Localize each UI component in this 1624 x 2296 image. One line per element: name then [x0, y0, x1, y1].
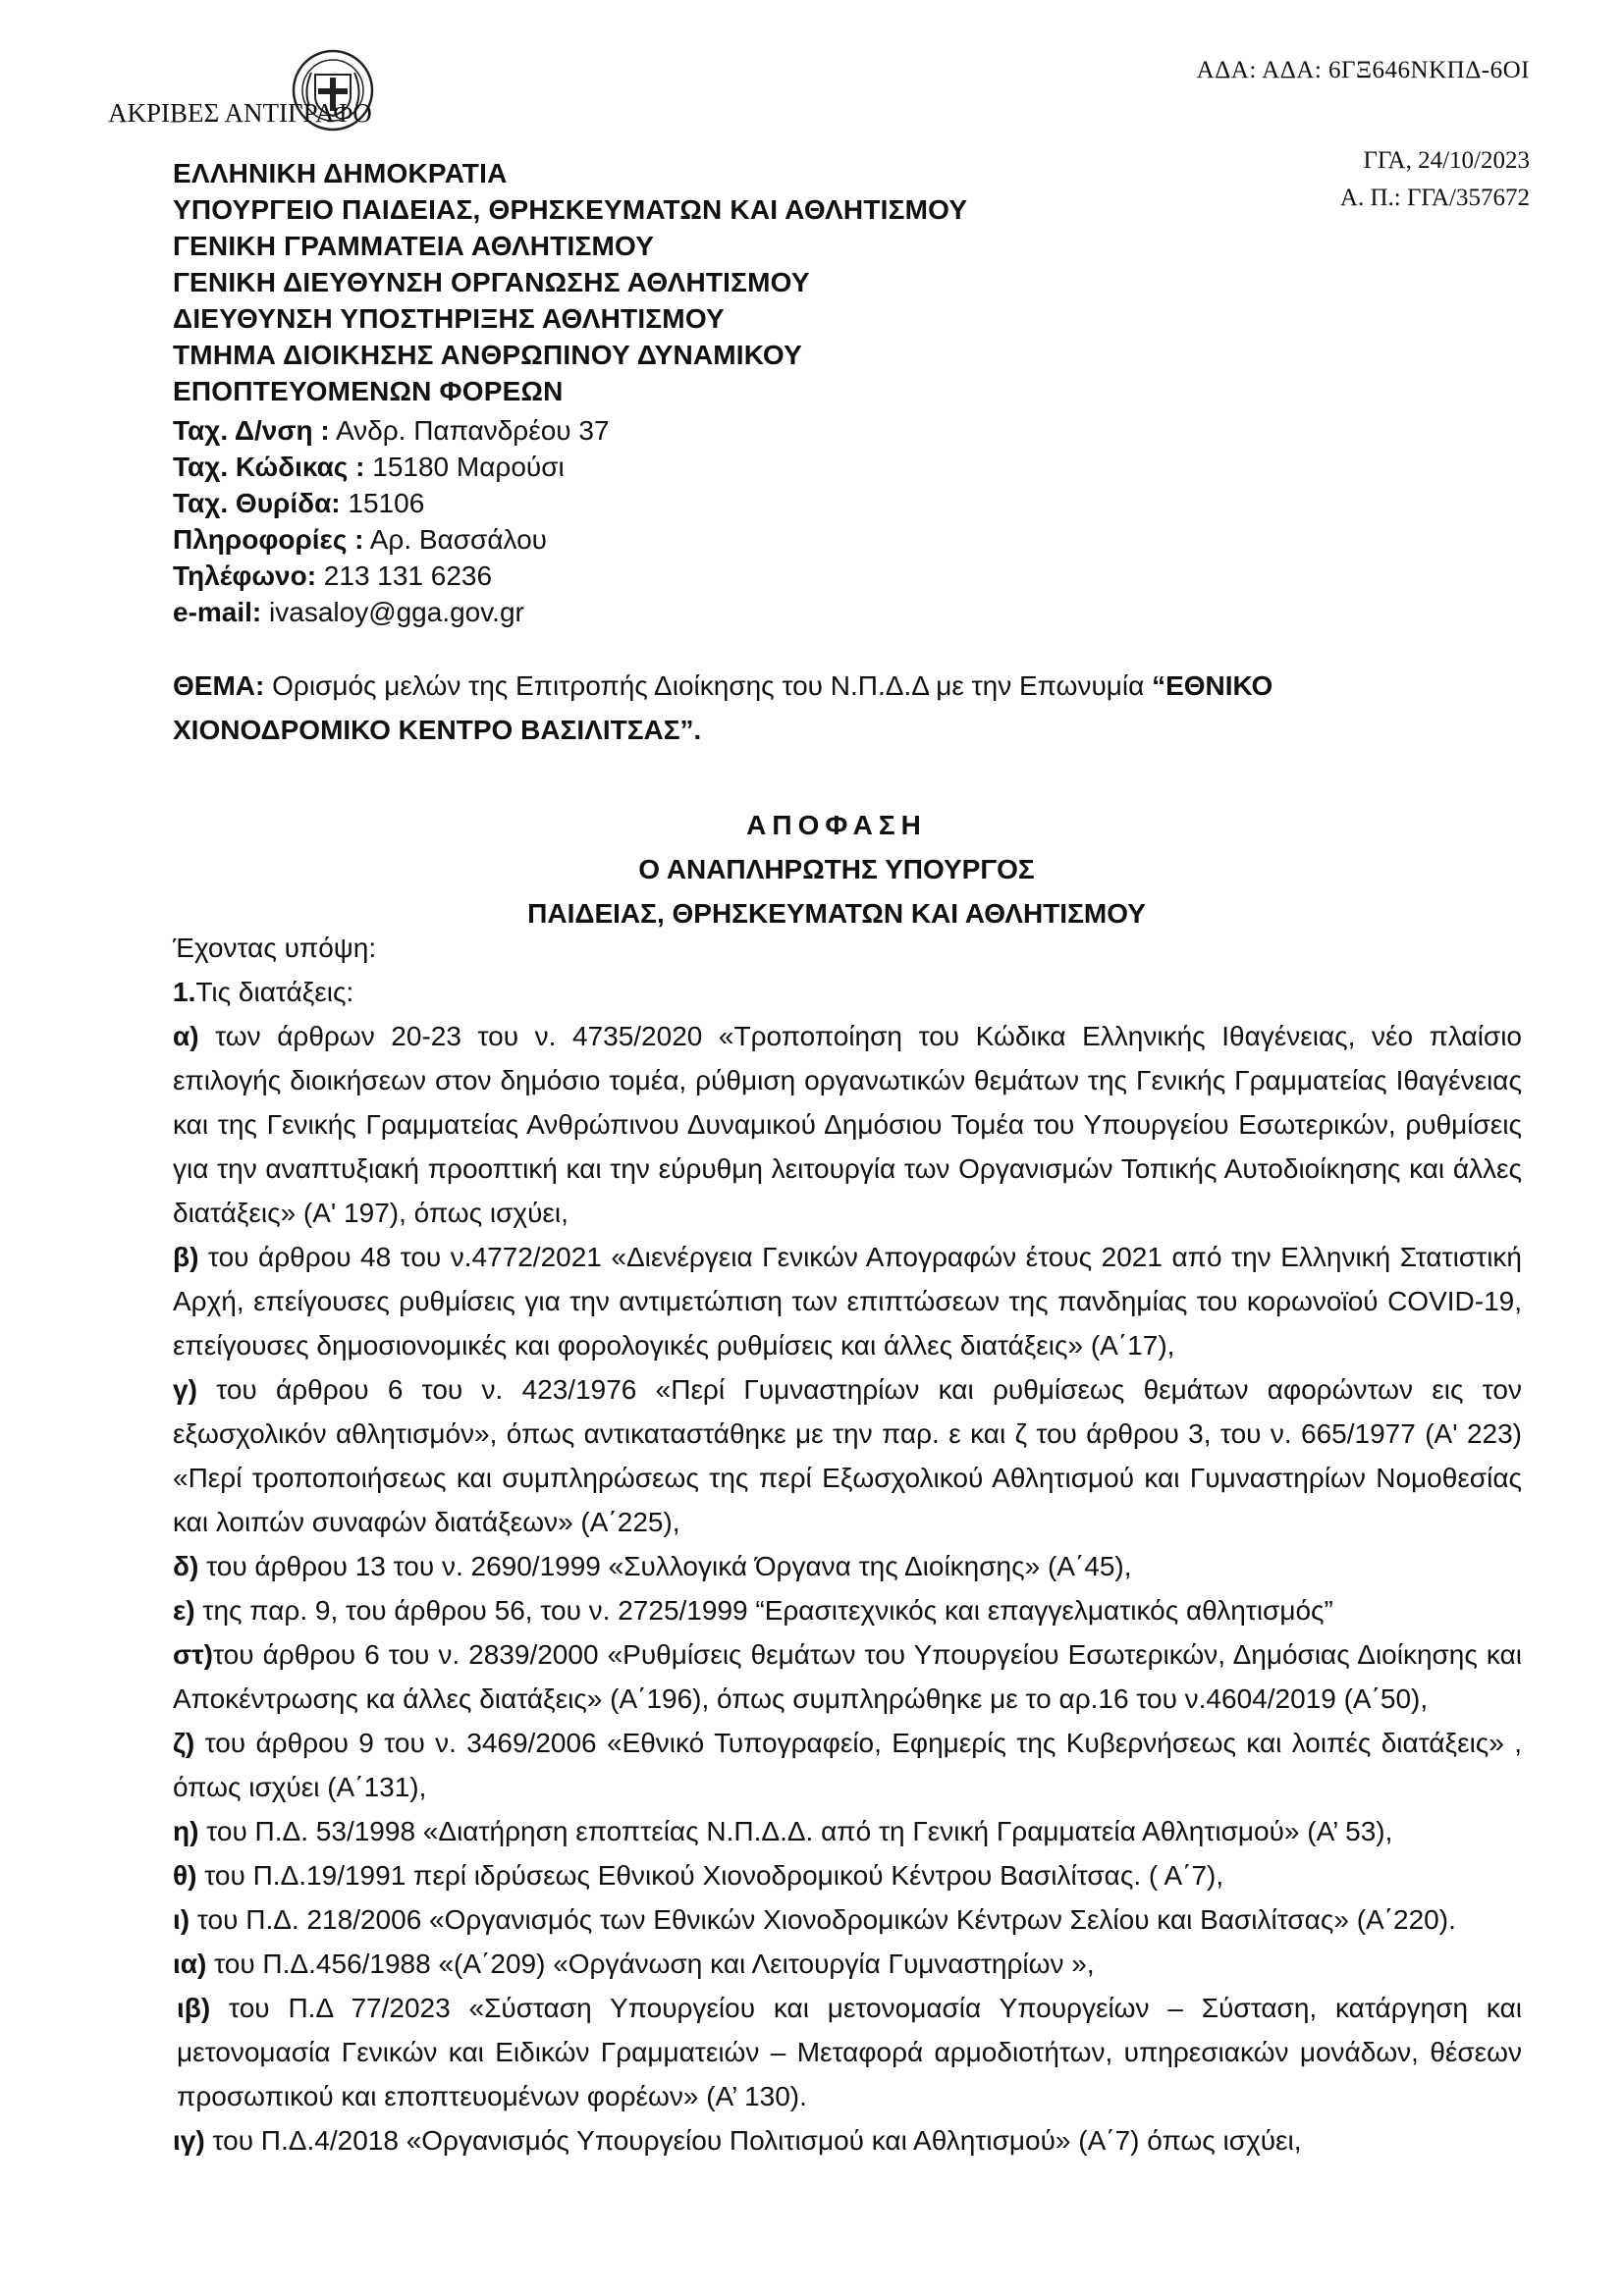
- clause-label: ιγ): [173, 2125, 205, 2156]
- clause-ib: [173, 1986, 1522, 2118]
- subject-label: ΘΕΜΑ:: [173, 670, 265, 701]
- contact-email: [173, 594, 610, 630]
- contact-label: Πληροφορίες :: [173, 524, 364, 555]
- authority-line: ΔΙΕΥΘΥΝΣΗ ΥΠΟΣΤΗΡΙΞΗΣ ΑΘΛΗΤΙΣΜΟΥ: [173, 303, 725, 334]
- clause-label: β): [173, 1242, 199, 1272]
- clause-h: [173, 1809, 1522, 1853]
- authority-line: ΥΠΟΥΡΓΕΙΟ ΠΑΙΔΕΙΑΣ, ΘΡΗΣΚΕΥΜΑΤΩΝ ΚΑΙ ΑΘΛΗΤΙΣΜΟΥ: [173, 194, 968, 225]
- authority-line: ΓΕΝΙΚΗ ΔΙΕΥΘΥΝΣΗ ΟΡΓΑΝΩΣΗΣ ΑΘΛΗΤΙΣΜΟΥ: [173, 267, 810, 297]
- contact-label: e-mail:: [173, 597, 262, 627]
- clause-label: ια): [173, 1949, 207, 1979]
- clause-label: ζ): [173, 1728, 195, 1758]
- clause-th: [173, 1853, 1522, 1897]
- contact-address: [173, 412, 610, 449]
- certified-copy-stamp: [108, 39, 403, 147]
- contact-pobox: [173, 485, 610, 521]
- considering-item-1: [173, 970, 1522, 1014]
- clause-c: [173, 1367, 1522, 1544]
- contact-details: [173, 412, 610, 630]
- subject-entity-name: “ΕΘΝΙΚΟ ΧΙΟΝΟΔΡΟΜΙΚΟ ΚΕΝΤΡΟ ΒΑΣΙΛΙΤΣΑΣ”.: [173, 670, 1273, 745]
- clause-label: δ): [173, 1551, 199, 1581]
- clause-a: [173, 1014, 1522, 1235]
- clause-text: του άρθρου 13 του ν. 2690/1999 «Συλλογικά Όργανα της Διοίκησης» (Α΄45),: [198, 1551, 1132, 1581]
- contact-info-person: [173, 521, 610, 558]
- document-body: [173, 926, 1522, 2163]
- clause-text: του άρθρου 6 του ν. 423/1976 «Περί Γυμναστηρίων και ρυθμίσεως θεμάτων αφορώντων εις τον εξωσχολικόν αθλητισμόν», όπως αντικαταστάθηκε με την παρ. ε και ζ του άρθρου 3, του ν. 665/1977 (Α' 223) «Περί τροποποιήσεως και συμπληρώσεως της περί Εξωσχολικού Αθλητισμού και Γυμναστηρίων Νομοθεσίας και λοιπών συναφών διατάξεων» (Α΄225),: [173, 1374, 1522, 1537]
- clause-label: στ): [173, 1639, 213, 1670]
- contact-postcode: [173, 449, 610, 485]
- contact-value: 15180 Μαρούσι: [364, 452, 565, 482]
- decision-issuer: Ο ΑΝΑΠΛΗΡΩΤΗΣ ΥΠΟΥΡΓΟΣ: [638, 854, 1035, 884]
- clause-label: α): [173, 1021, 199, 1051]
- contact-value: Αρ. Βασσάλου: [363, 524, 547, 555]
- contact-label: Τηλέφωνο:: [173, 561, 317, 591]
- clause-text: των άρθρων 20-23 του ν. 4735/2020 «Τροποποίηση του Κώδικα Ελληνικής Ιθαγένειας, νέο πλαίσιο επιλογής διοικήσεων στον δημόσιο τομέα, ρύθμιση οργανωτικών θεμάτων της Γενικής Γραμματείας Ιθαγένειας και της Γενικής Γραμματείας Ανθρώπινου Δυναμικού Δημόσιου Τομέα του Υπουργείου Εσωτερικών, ρυθμίσεις για την αναπτυξιακή προοπτική και την εύρυθμη λειτουργία των Οργανισμών Τοπικής Αυτοδιοίκησης και άλλες διατάξεις» (Α' 197), όπως ισχύει,: [173, 1021, 1522, 1228]
- decision-heading: [0, 803, 1624, 935]
- clause-e: [173, 1588, 1522, 1632]
- contact-value: 15106: [340, 488, 425, 518]
- clause-z: [173, 1721, 1522, 1809]
- item-text: Τις διατάξεις:: [195, 977, 354, 1007]
- clause-text: του Π.Δ. 218/2006 «Οργανισμός των Εθνικών Χιονοδρομικών Κέντρων Σελίου και Βασιλίτσας» (Α΄220).: [189, 1904, 1456, 1935]
- contact-label: Ταχ. Δ/νση :: [173, 415, 330, 446]
- clause-ia: [173, 1942, 1522, 1986]
- clause-text: του άρθρου 9 του ν. 3469/2006 «Εθνικό Τυπογραφείο, Εφημερίς της Κυβερνήσεως και λοιπές διατάξεις» , όπως ισχύει (Α΄131),: [173, 1728, 1522, 1802]
- clause-text: του άρθρου 6 του ν. 2839/2000 «Ρυθμίσεις θεμάτων του Υπουργείου Εσωτερικών, Δημόσιας Διοίκησης και Αποκέντρωσης κα άλλες διατάξεις» (Α΄196), όπως συμπληρώθηκε με το αρ.16 του ν.4604/2019 (Α΄50),: [173, 1639, 1522, 1714]
- clause-text: του Π.Δ.456/1988 «(Α΄209) «Οργάνωση και Λειτουργία Γυμναστηρίων »,: [206, 1949, 1095, 1979]
- authority-line: ΓΕΝΙΚΗ ΓΡΑΜΜΑΤΕΙΑ ΑΘΛΗΤΙΣΜΟΥ: [173, 231, 655, 261]
- contact-phone: [173, 558, 610, 594]
- authority-line: ΕΠΟΠΤΕΥΟΜΕΝΩΝ ΦΟΡΕΩΝ: [173, 376, 564, 406]
- authority-line: ΤΜΗΜΑ ΔΙΟΙΚΗΣΗΣ ΑΝΘΡΩΠΙΝΟΥ ΔΥΝΑΜΙΚΟΥ: [173, 340, 803, 370]
- contact-value: 213 131 6236: [316, 561, 493, 591]
- clause-text: του άρθρου 48 του ν.4772/2021 «Διενέργεια Γενικών Απογραφών έτους 2021 από την Ελληνική Στατιστική Αρχή, επείγουσες ρυθμίσεις για την αντιμετώπιση των επιπτώσεων της πανδημίας του κορωνοϊού COVID-19, επείγουσες δημοσιονομικές και φορολογικές ρυθμίσεις και άλλες διατάξεις» (Α΄17),: [173, 1242, 1522, 1361]
- issuing-authority: [173, 155, 967, 409]
- ada-code: ΑΔΑ: ΑΔΑ: 6ΓΞ646ΝΚΠΔ-6ΟΙ: [1196, 57, 1530, 83]
- contact-value: Ανδρ. Παπανδρέου 37: [329, 415, 610, 446]
- clause-st: [173, 1632, 1522, 1721]
- clause-label: γ): [173, 1374, 197, 1405]
- decision-ministry: ΠΑΙΔΕΙΑΣ, ΘΡΗΣΚΕΥΜΑΤΩΝ ΚΑΙ ΑΘΛΗΤΙΣΜΟΥ: [527, 898, 1146, 929]
- clause-label: ι): [173, 1904, 190, 1935]
- clause-text: του Π.Δ 77/2023 «Σύσταση Υπουργείου και μετονομασία Υπουργείων – Σύσταση, κατάργηση και μετονομασία Γενικών και Ειδικών Γραμματειών – Μεταφορά αρμοδιοτήτων, υπηρεσιακών μονάδων, θέσεων προσωπικού και εποπτευομένων φορέων» (Α’ 130).: [177, 1993, 1522, 2111]
- clause-ig: [173, 2118, 1522, 2163]
- stamp-label: ΑΚΡΙΒΕΣ ΑΝΤΙΓΡΑΦΟ: [108, 98, 372, 128]
- document-meta: [1340, 142, 1530, 217]
- clause-label: η): [173, 1816, 199, 1846]
- clause-label: θ): [173, 1860, 197, 1891]
- clause-text: του Π.Δ. 53/1998 «Διατήρηση εποπτείας Ν.Π.Δ.Δ. από τη Γενική Γραμματεία Αθλητισμού» (Α’ 53),: [198, 1816, 1393, 1846]
- item-number: 1.: [173, 977, 196, 1007]
- clause-i: [173, 1897, 1522, 1942]
- clause-text: του Π.Δ.19/1991 περί ιδρύσεως Εθνικού Χιονοδρομικού Κέντρου Βασιλίτσας. ( Α΄7),: [196, 1860, 1224, 1891]
- clause-label: ιβ): [177, 1993, 211, 2023]
- subject-line: [173, 664, 1400, 752]
- considering-intro: Έχοντας υπόψη:: [173, 933, 377, 963]
- clause-d: [173, 1544, 1522, 1588]
- document-date: ΓΓΑ, 24/10/2023: [1363, 147, 1530, 174]
- protocol-number: Α. Π.: ΓΓΑ/357672: [1339, 185, 1530, 211]
- contact-label: Ταχ. Θυρίδα:: [173, 488, 341, 518]
- contact-email-value: ivasaloy@gga.gov.gr: [261, 597, 524, 627]
- clause-text: της παρ. 9, του άρθρου 56, του ν. 2725/1999 “Ερασιτεχνικός και επαγγελματικός αθλητισμός”: [194, 1595, 1333, 1626]
- clause-text: του Π.Δ.4/2018 «Οργανισμός Υπουργείου Πολιτισμού και Αθλητισμού» (Α΄7) όπως ισχύει,: [204, 2125, 1302, 2156]
- clause-b: [173, 1235, 1522, 1367]
- contact-label: Ταχ. Κώδικας :: [173, 452, 365, 482]
- decision-title: ΑΠΟΦΑΣΗ: [746, 810, 927, 840]
- subject-text: Ορισμός μελών της Επιτροπής Διοίκησης του Ν.Π.Δ.Δ με την Επωνυμία: [264, 670, 1153, 701]
- clause-label: ε): [173, 1595, 195, 1626]
- authority-line: ΕΛΛΗΝΙΚΗ ΔΗΜΟΚΡΑΤΙΑ: [173, 158, 508, 188]
